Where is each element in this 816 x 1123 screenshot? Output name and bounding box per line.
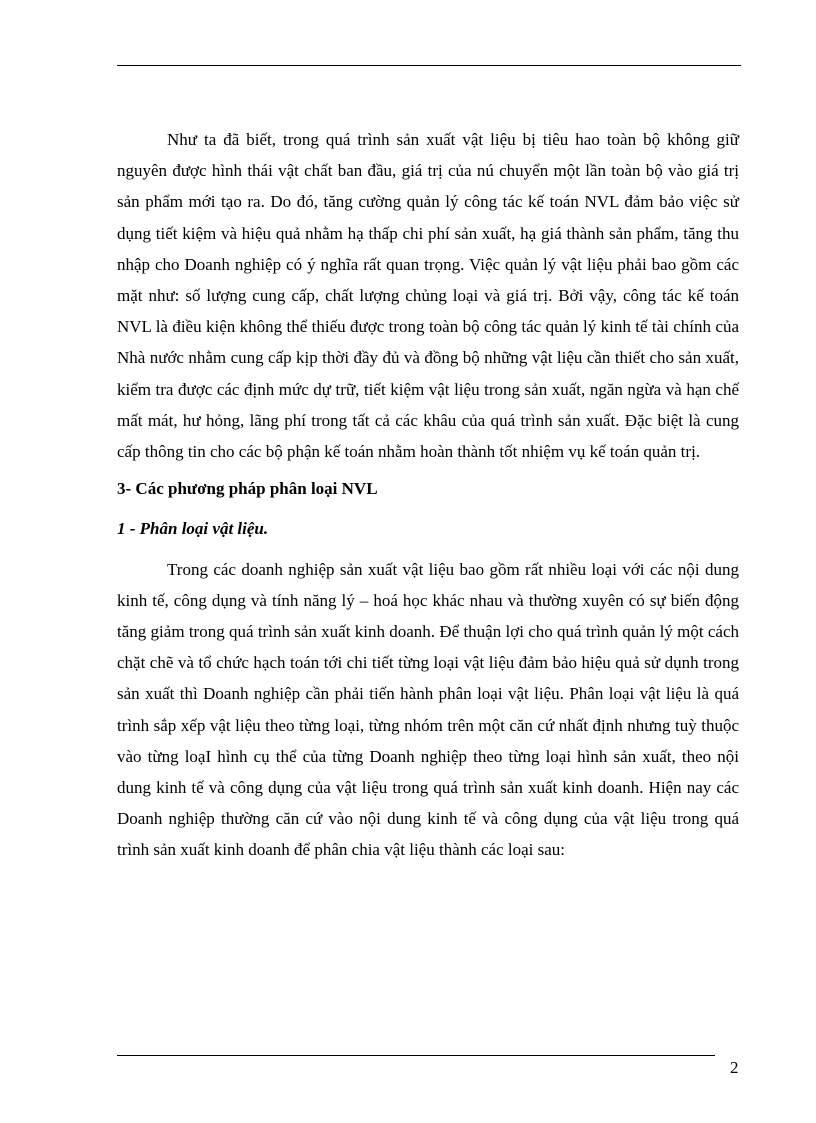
footer-rule [117, 1055, 715, 1056]
page-body [117, 124, 739, 866]
page-number: 2 [730, 1058, 739, 1077]
spacer [117, 504, 739, 513]
section-heading: 3- Các phương pháp phân loại NVL [117, 479, 378, 499]
spacer [117, 545, 739, 554]
subsection-heading: 1 - Phân loại vật liệu. [117, 519, 269, 539]
classification-paragraph: Trong các doanh nghiệp sản xuất vật liệu bao gồm rất nhiều loại với các nội dung kinh tế, công dụng và tính năng lý – hoá học khác nhau và thường xuyên có sự biến động tăng giảm trong quá trình sản xuất kinh doanh. Để thuận lợi cho quá trình quản lý một cách chặt chẽ và tổ chức hạch toán tới chi tiết từng loại vật liệu đảm bảo hiệu quả sử dụnh trong sản xuất thì Doanh nghiệp cần phải tiến hành phân loại vật liệu. Phân loại vật liệu là quá trình sắp xếp vật liệu theo từng loại, từng nhóm trên một căn cứ nhất định nhưng tuỳ thuộc vào từng loạI hình cụ thể của từng Doanh nghiệp theo từng loại hình sản xuất, theo nội dung kinh tế và công dụng của vật liệu trong quá trình sản xuất kinh doanh. Hiện nay các Doanh nghiệp thường căn cứ vào nội dung kinh tế và công dụng của vật liệu trong quá trình sản xuất kinh doanh để phân chia vật liệu thành các loại sau: [117, 559, 739, 860]
intro-paragraph: Như ta đã biết, trong quá trình sản xuất vật liệu bị tiêu hao toàn bộ không giữ nguyên được hình thái vật chất ban đầu, giá trị của nú chuyển một lần toàn bộ vào giá trị sản phẩm mới tạo ra. Do đó, tăng cường quản lý công tác kế toán NVL đảm bảo việc sử dụng tiết kiệm và hiệu quả nhằm hạ thấp chi phí sản xuất, hạ giá thành sản phẩm, tăng thu nhập cho Doanh nghiệp có ý nghĩa rất quan trọng. Việc quản lý vật liệu phải bao gồm các mặt như: số lượng cung cấp, chất lượng chủng loại và giá trị. Bởi vậy, công tác kế toán NVL là điều kiện không thể thiếu được trong toàn bộ công tác quản lý kinh tế tài chính của Nhà nước nhằm cung cấp kịp thời đầy đủ và đồng bộ những vật liệu cần thiết cho sản xuất, kiểm tra được các định mức dự trữ, tiết kiệm vật liệu trong sản xuất, ngăn ngừa và hạn chế mất mát, hư hỏng, lãng phí trong tất cả các khâu của quá trình sản xuất. Đặc biệt là cung cấp thông tin cho các bộ phận kế toán nhằm hoàn thành tốt nhiệm vụ kế toán quản trị. [117, 130, 739, 462]
header-rule [117, 65, 741, 66]
